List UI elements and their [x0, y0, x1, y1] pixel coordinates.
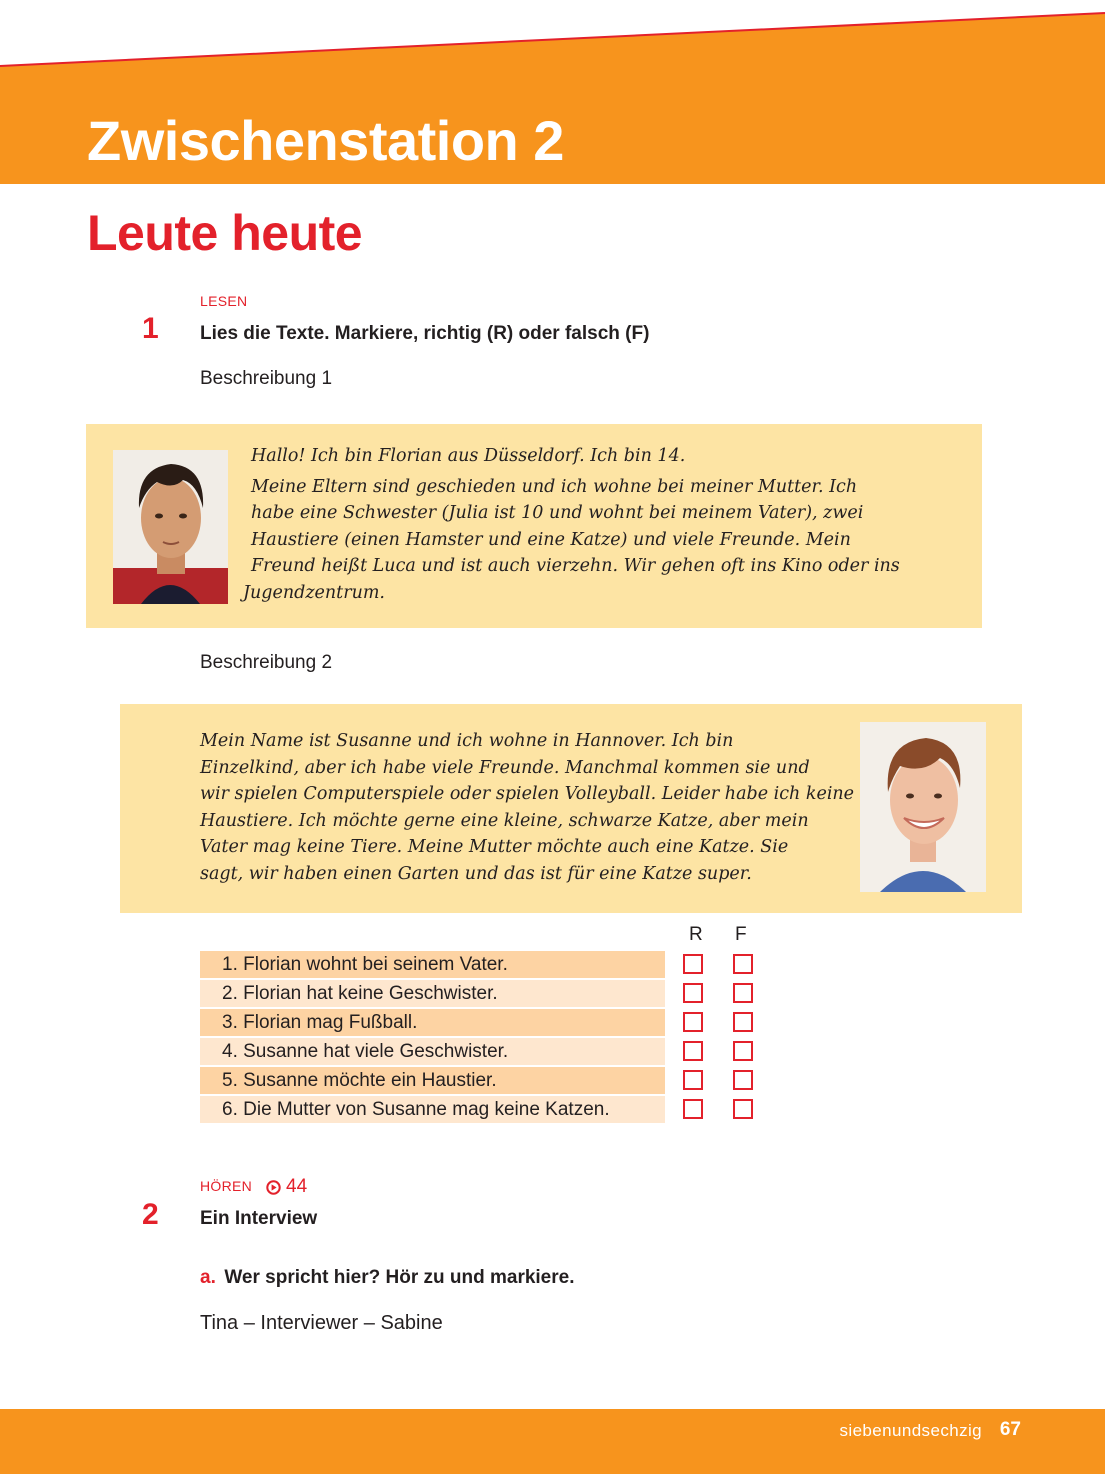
description-2-line: Mein Name ist Susanne und ich wohne in Hannover. Ich bin	[200, 731, 734, 751]
checkbox-r-2[interactable]	[683, 983, 703, 1003]
speaker-options: Tina – Interviewer – Sabine	[200, 1312, 443, 1334]
exercise-2a	[200, 1267, 575, 1289]
description-2-line: Einzelkind, aber ich habe viele Freunde. Manchmal kommen sie und	[200, 757, 810, 778]
audio-track-number: 44	[286, 1176, 308, 1197]
chapter-title: Zwischenstation 2	[87, 109, 564, 172]
statement-row: 5. Susanne möchte ein Haustier.	[200, 1067, 665, 1094]
checkbox-f-3[interactable]	[733, 1012, 753, 1032]
description-1-heading: Beschreibung 1	[200, 368, 333, 389]
part-letter: a.	[200, 1267, 216, 1288]
page-number-word: siebenundsechzig	[839, 1421, 982, 1440]
description-1-line: Haustiere (einen Hamster und eine Katze) und viele Freunde. Mein	[251, 529, 851, 550]
checkbox-f-1[interactable]	[733, 954, 753, 974]
checkbox-f-5[interactable]	[733, 1070, 753, 1090]
exercise-2-title: Ein Interview	[200, 1208, 318, 1229]
statement-row: 3. Florian mag Fußball.	[200, 1009, 665, 1036]
checkbox-f-2[interactable]	[733, 983, 753, 1003]
checkbox-f-6[interactable]	[733, 1099, 753, 1119]
description-1-line: Jugendzentrum.	[243, 582, 385, 603]
exercise-2a-instruction: Wer spricht hier? Hör zu und markiere.	[224, 1267, 575, 1288]
description-2-heading: Beschreibung 2	[200, 652, 333, 673]
checkbox-r-3[interactable]	[683, 1012, 703, 1032]
exercise-number-2: 2	[142, 1198, 159, 1231]
section-label-hoeren: HÖREN	[200, 1178, 253, 1194]
play-icon	[266, 1180, 281, 1195]
description-1-line: Meine Eltern sind geschieden und ich wohne bei meiner Mutter. Ich	[251, 476, 858, 497]
checkbox-r-4[interactable]	[683, 1041, 703, 1061]
checkbox-f-4[interactable]	[733, 1041, 753, 1061]
susanne-photo	[860, 722, 986, 892]
footer-band	[0, 1409, 1105, 1474]
checkbox-r-1[interactable]	[683, 954, 703, 974]
description-2-text	[200, 728, 854, 887]
description-2-line: Haustiere. Ich möchte gerne eine kleine, schwarze Katze, aber mein	[200, 810, 809, 831]
column-r-label: R	[689, 924, 703, 945]
description-2-line: sagt, wir haben einen Garten und das ist für eine Katze super.	[200, 863, 752, 884]
audio-track[interactable]	[266, 1176, 307, 1198]
exercise-number-1: 1	[142, 312, 159, 345]
description-2-line: wir spielen Computerspiele oder spielen Volleyball. Leider habe ich keine	[200, 784, 855, 804]
description-1-text	[243, 443, 900, 606]
page-heading: Leute heute	[87, 205, 363, 261]
description-1-line: Hallo! Ich bin Florian aus Düsseldorf. Ich bin 14.	[251, 446, 686, 466]
description-1-line: Freund heißt Luca und ist auch vierzehn. Wir gehen oft ins Kino oder ins	[251, 556, 900, 576]
column-f-label: F	[735, 924, 747, 945]
checkbox-r-6[interactable]	[683, 1099, 703, 1119]
section-label-lesen: LESEN	[200, 293, 248, 309]
exercise-1-instruction: Lies die Texte. Markiere, richtig (R) oder falsch (F)	[200, 323, 650, 344]
checkbox-r-5[interactable]	[683, 1070, 703, 1090]
statement-row: 1. Florian wohnt bei seinem Vater.	[200, 951, 665, 978]
statement-row: 6. Die Mutter von Susanne mag keine Katzen.	[200, 1096, 665, 1123]
description-1-line: habe eine Schwester (Julia ist 10 und wohnt bei meinem Vater), zwei	[251, 503, 864, 523]
florian-photo	[113, 450, 228, 604]
description-2-line: Vater mag keine Tiere. Meine Mutter möchte auch eine Katze. Sie	[200, 837, 789, 857]
statement-row: 2. Florian hat keine Geschwister.	[200, 980, 665, 1007]
statement-row: 4. Susanne hat viele Geschwister.	[200, 1038, 665, 1065]
page-number: 67	[999, 1419, 1021, 1440]
